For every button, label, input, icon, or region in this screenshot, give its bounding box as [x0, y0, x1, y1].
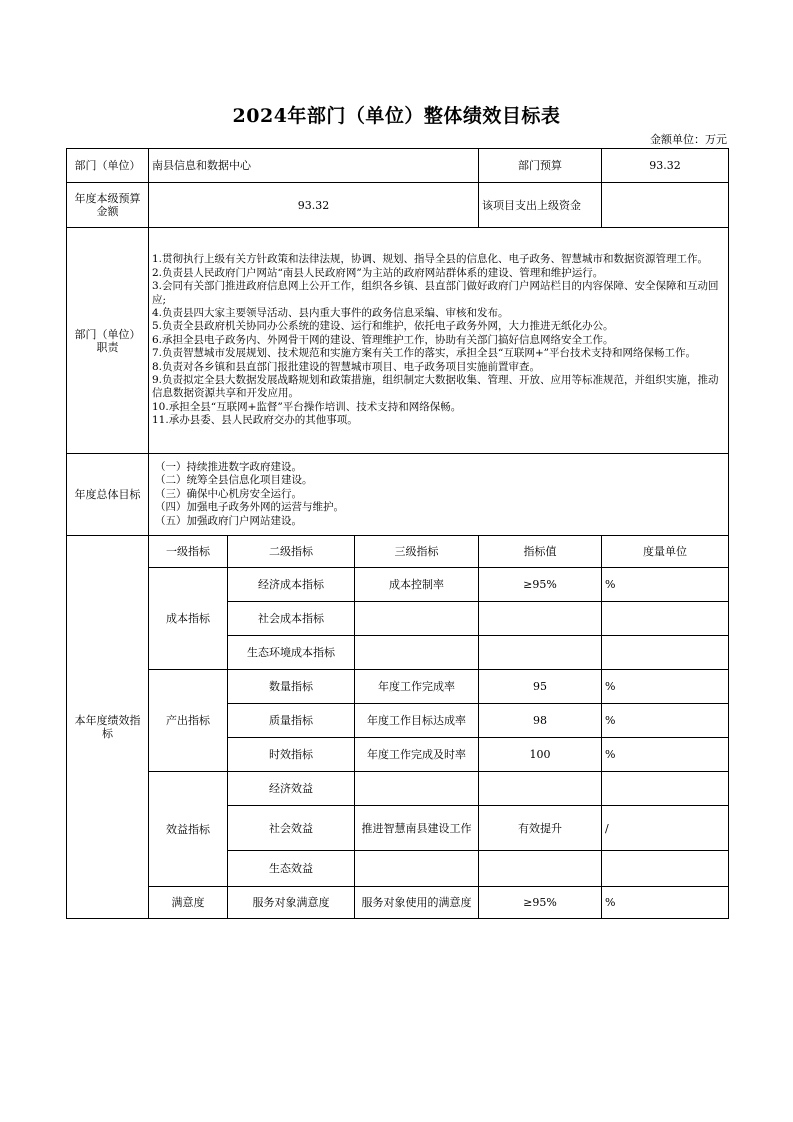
value-cell: [479, 851, 602, 887]
duties-content: [149, 228, 729, 454]
level2-cell: 服务对象满意度: [228, 887, 355, 919]
unit-cell: [602, 772, 729, 806]
table-row: [67, 454, 729, 536]
table-row: [67, 536, 729, 568]
duty-item: 4.负责县四大家主要领导活动、县内重大事件的政务信息采编、审核和发布。: [152, 306, 509, 319]
level3-cell: 年度工作目标达成率: [355, 704, 479, 738]
level3-cell: [355, 851, 479, 887]
unit-cell: %: [602, 704, 729, 738]
satisfaction-indicator-label: 满意度: [149, 887, 228, 919]
upper-funds-label: 该项目支出上级资金: [479, 183, 602, 228]
amount-unit-note: 金额单位：万元: [650, 133, 727, 146]
goals-label: 年度总体目标: [67, 454, 149, 536]
cost-indicator-label: 成本指标: [149, 568, 228, 670]
budget-label: 部门预算: [479, 149, 602, 183]
value-cell: ≥95%: [479, 887, 602, 919]
level2-cell: 生态效益: [228, 851, 355, 887]
goal-item: （三）确保中心机房安全运行。: [155, 487, 302, 500]
level2-cell: 社会效益: [228, 806, 355, 851]
value-cell: [479, 602, 602, 636]
upper-funds-value: [602, 183, 729, 228]
value-cell: ≥95%: [479, 568, 602, 602]
header-unit: 度量单位: [602, 536, 729, 568]
value-cell: [479, 636, 602, 670]
value-cell: 100: [479, 738, 602, 772]
level2-cell: 经济成本指标: [228, 568, 355, 602]
goal-item: （五）加强政府门户网站建设。: [155, 514, 302, 527]
value-cell: [479, 772, 602, 806]
header-level3: 三级指标: [355, 536, 479, 568]
unit-cell: [602, 636, 729, 670]
unit-cell: %: [602, 887, 729, 919]
level3-cell: [355, 772, 479, 806]
table-row: [67, 887, 729, 919]
unit-cell: [602, 602, 729, 636]
level3-cell: 服务对象使用的满意度: [355, 887, 479, 919]
level2-cell: 经济效益: [228, 772, 355, 806]
level2-cell: 数量指标: [228, 670, 355, 704]
level3-cell: [355, 636, 479, 670]
indicators-label: 本年度绩效指标: [67, 536, 149, 919]
page-title: 2024年部门（单位）整体绩效目标表: [232, 105, 561, 127]
unit-cell: %: [602, 738, 729, 772]
duty-item: 10.承担全县“互联网+监督”平台操作培训、技术支持和网络保畅。: [152, 400, 462, 413]
header-value: 指标值: [479, 536, 602, 568]
level3-cell: 成本控制率: [355, 568, 479, 602]
table-row: [67, 183, 729, 228]
duty-item: 3.会同有关部门推进政府信息网上公开工作，组织各乡镇、县直部门做好政府门户网站栏目的内容保障、安全保障和互动回应;: [152, 280, 719, 306]
dept-value: 南县信息和数据中心: [149, 149, 479, 183]
goal-item: （四）加强电子政务外网的运营与维护。: [155, 501, 344, 514]
level2-cell: 生态环境成本指标: [228, 636, 355, 670]
annual-budget-label: 年度本级预算金额: [67, 183, 149, 228]
duties-label: 部门（单位）职责: [67, 228, 149, 454]
unit-cell: [602, 851, 729, 887]
duty-item: 11.承办县委、县人民政府交办的其他事项。: [152, 414, 358, 427]
table-row: [67, 670, 729, 704]
unit-cell: /: [602, 806, 729, 851]
value-cell: 95: [479, 670, 602, 704]
duty-item: 5.负责全县政府机关协同办公系统的建设、运行和维护，依托电子政务外网，大力推进无纸化办公。: [152, 320, 614, 333]
goal-item: （一）持续推进数字政府建设。: [155, 460, 302, 473]
benefit-indicator-label: 效益指标: [149, 772, 228, 887]
level2-cell: 质量指标: [228, 704, 355, 738]
header-level1: 一级指标: [149, 536, 228, 568]
duty-item: 9.负责拟定全县大数据发展战略规划和政策措施，组织制定大数据收集、管理、开放、应用等标准规范，并组织实施，推动信息数据资源共享和开发应用。: [152, 374, 719, 400]
value-cell: 有效提升: [479, 806, 602, 851]
duty-item: 8.负责对各乡镇和县直部门报批建设的智慧城市项目、电子政务项目实施前置审查。: [152, 360, 541, 373]
duty-item: 7.负责智慧城市发展规划、技术规范和实施方案有关工作的落实，承担全县“互联网+”平台技术支持和网络保畅工作。: [152, 347, 697, 360]
goal-item: （二）统筹全县信息化项目建设。: [155, 474, 313, 487]
output-indicator-label: 产出指标: [149, 670, 228, 772]
table-row: [67, 568, 729, 602]
dept-label: 部门（单位）: [67, 149, 149, 183]
level3-cell: 推进智慧南县建设工作: [355, 806, 479, 851]
goals-content: [149, 454, 729, 536]
duty-item: 6.承担全县电子政务内、外网骨干网的建设、管理维护工作，协助有关部门搞好信息网络安全工作。: [152, 333, 614, 346]
budget-value: 93.32: [602, 149, 729, 183]
level2-cell: 时效指标: [228, 738, 355, 772]
level3-cell: 年度工作完成率: [355, 670, 479, 704]
duty-item: 2.负责县人民政府门户网站“南县人民政府网”为主站的政府网站群体系的建设、管理和维护运行。: [152, 266, 604, 279]
header-level2: 二级指标: [228, 536, 355, 568]
table-row: [67, 772, 729, 806]
unit-cell: %: [602, 568, 729, 602]
annual-budget-value: 93.32: [149, 183, 479, 228]
level3-cell: 年度工作完成及时率: [355, 738, 479, 772]
level2-cell: 社会成本指标: [228, 602, 355, 636]
duty-item: 1.贯彻执行上级有关方针政策和法律法规，协调、规划、指导全县的信息化、电子政务、智慧城市和数据资源管理工作。: [152, 253, 709, 266]
performance-target-table: [66, 148, 729, 919]
table-row: [67, 149, 729, 183]
level3-cell: [355, 602, 479, 636]
value-cell: 98: [479, 704, 602, 738]
table-row: [67, 228, 729, 454]
unit-cell: %: [602, 670, 729, 704]
